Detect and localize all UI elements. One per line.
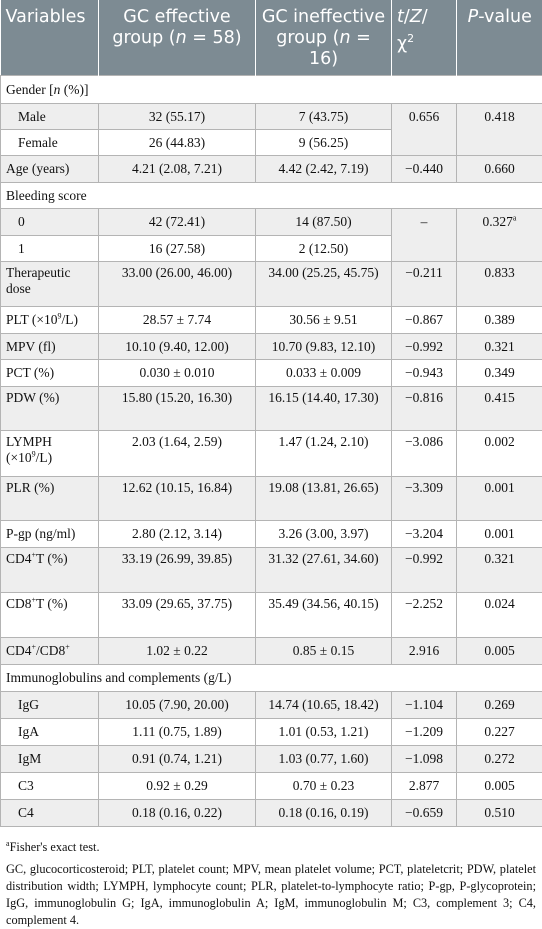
row-label: 1 [1, 236, 99, 262]
ineffective-value: 1.47 (1.24, 2.10) [256, 431, 392, 477]
table-row [1, 746, 542, 773]
section-label-immunoglobulins: Immunoglobulins and complements (g/L) [1, 665, 542, 692]
effective-value: 16 (27.58) [99, 236, 256, 262]
effective-value: 0.18 (0.16, 0.22) [99, 800, 256, 827]
statistic-value: −1.098 [392, 746, 457, 773]
row-label: CD4+/CD8+ [1, 638, 99, 665]
row-label: PDW (%) [1, 387, 99, 431]
p-value: 0.001 [457, 521, 542, 548]
section-row [1, 76, 542, 104]
table-row [1, 548, 542, 593]
ineffective-value: 14.74 (10.65, 18.42) [256, 692, 392, 719]
p-value: 0.833 [457, 262, 542, 307]
header-variables: Variables [1, 0, 99, 76]
statistic-value: −0.992 [392, 548, 457, 593]
statistic-value: −0.440 [392, 156, 457, 183]
table-row [1, 387, 542, 431]
statistic-value: −0.816 [392, 387, 457, 431]
ineffective-value: 4.42 (2.42, 7.19) [256, 156, 392, 183]
row-label: CD8+T (%) [1, 593, 99, 638]
ineffective-value: 19.08 (13.81, 26.65) [256, 477, 392, 521]
row-label: PLR (%) [1, 477, 99, 521]
statistic-value: 2.877 [392, 773, 457, 800]
footnote-abbreviations: GC, glucocorticosteroid; PLT, platelet count; MPV, mean platelet volume; PCT, plateletcrit; PDW, platelet distribution width; LYMPH, lymphocyte count; PLR, platelet-to-lymphocyte ratio; P-gp, P-glycoprotein; IgG, immunoglobulin G; IgA, immunoglobulin A; IgM, immunoglobulin M; C3, complement 3; C4, complement 4. [6, 861, 536, 929]
section-label-bleeding: Bleeding score [1, 183, 542, 209]
p-value: 0.005 [457, 773, 542, 800]
effective-value: 33.00 (26.00, 46.00) [99, 262, 256, 307]
row-label: C4 [1, 800, 99, 827]
effective-value: 0.030 ± 0.010 [99, 360, 256, 387]
ineffective-value: 9 (56.25) [256, 130, 392, 156]
ineffective-value: 7 (43.75) [256, 104, 392, 130]
statistic-value: – [392, 209, 457, 262]
row-label: 0 [1, 209, 99, 236]
p-value: 0.510 [457, 800, 542, 827]
table-row [1, 692, 542, 719]
ineffective-value: 0.18 (0.16, 0.19) [256, 800, 392, 827]
p-value: 0.227 [457, 719, 542, 746]
table-footnotes [0, 827, 542, 929]
effective-value: 4.21 (2.08, 7.21) [99, 156, 256, 183]
effective-value: 10.05 (7.90, 20.00) [99, 692, 256, 719]
row-label: PLT $(\times 10^9/L)$ [1, 307, 99, 334]
effective-value: 0.91 (0.74, 1.21) [99, 746, 256, 773]
row-label: PCT (%) [1, 360, 99, 387]
table-row [1, 360, 542, 387]
p-value: 0.321 [457, 548, 542, 593]
effective-value: 15.80 (15.20, 16.30) [99, 387, 256, 431]
effective-value: 42 (72.41) [99, 209, 256, 236]
header-statistic: t/Z/ $\chi^2$ [392, 0, 457, 76]
p-value: 0.321 [457, 334, 542, 360]
footnote-fisher: $^a$Fisher's exact test. [6, 839, 536, 856]
effective-value: 33.09 (29.65, 37.75) [99, 593, 256, 638]
table-row [1, 593, 542, 638]
ineffective-value: 2 (12.50) [256, 236, 392, 262]
ineffective-value: 1.03 (0.77, 1.60) [256, 746, 392, 773]
row-label: Female [1, 130, 99, 156]
p-value: 0.349 [457, 360, 542, 387]
statistic-value: 2.916 [392, 638, 457, 665]
ineffective-value: 3.26 (3.00, 3.97) [256, 521, 392, 548]
row-label: CD4+T (%) [1, 548, 99, 593]
statistic-value: −0.867 [392, 307, 457, 334]
statistic-value: 0.656 [392, 104, 457, 156]
ineffective-value: 0.85 ± 0.15 [256, 638, 392, 665]
p-value: 0.005 [457, 638, 542, 665]
statistic-value: −3.204 [392, 521, 457, 548]
table-row [1, 209, 542, 236]
statistic-value: −0.992 [392, 334, 457, 360]
ineffective-value: 14 (87.50) [256, 209, 392, 236]
p-value: 0.269 [457, 692, 542, 719]
table-row [1, 431, 542, 477]
statistic-value: −0.211 [392, 262, 457, 307]
ineffective-value: 10.70 (9.83, 12.10) [256, 334, 392, 360]
p-value: 0.389 [457, 307, 542, 334]
effective-value: 12.62 (10.15, 16.84) [99, 477, 256, 521]
header-ineffective-group: GC ineffective group (n = 16) [256, 0, 392, 76]
row-label: IgA [1, 719, 99, 746]
table-row [1, 773, 542, 800]
row-label: LYMPH $(\times 10^9/L)$ [1, 431, 99, 477]
header-effective-group: GC effective group (n = 58) [99, 0, 256, 76]
ineffective-value: 1.01 (0.53, 1.21) [256, 719, 392, 746]
effective-value: 26 (44.83) [99, 130, 256, 156]
statistic-value: −0.659 [392, 800, 457, 827]
row-label: MPV (fl) [1, 334, 99, 360]
statistic-value: −0.943 [392, 360, 457, 387]
table-row [1, 638, 542, 665]
effective-value: 28.57 ± 7.74 [99, 307, 256, 334]
effective-value: 0.92 ± 0.29 [99, 773, 256, 800]
effective-value: 1.11 (0.75, 1.89) [99, 719, 256, 746]
table-row [1, 262, 542, 307]
effective-value: 2.80 (2.12, 3.14) [99, 521, 256, 548]
p-value: 0.327$^a$ [457, 209, 542, 262]
table-row [1, 156, 542, 183]
ineffective-value: 30.56 ± 9.51 [256, 307, 392, 334]
effective-value: 10.10 (9.40, 12.00) [99, 334, 256, 360]
table-header-row [1, 0, 542, 76]
ineffective-value: 34.00 (25.25, 45.75) [256, 262, 392, 307]
statistic-value: −3.309 [392, 477, 457, 521]
ineffective-value: 31.32 (27.61, 34.60) [256, 548, 392, 593]
statistic-value: −1.104 [392, 692, 457, 719]
row-label: Therapeutic dose [1, 262, 99, 307]
statistic-value: −2.252 [392, 593, 457, 638]
p-value: 0.024 [457, 593, 542, 638]
row-label: IgG [1, 692, 99, 719]
p-value: 0.002 [457, 431, 542, 477]
ineffective-value: 35.49 (34.56, 40.15) [256, 593, 392, 638]
ineffective-value: 0.033 ± 0.009 [256, 360, 392, 387]
statistic-value: −3.086 [392, 431, 457, 477]
ineffective-value: 0.70 ± 0.23 [256, 773, 392, 800]
ineffective-value: 16.15 (14.40, 17.30) [256, 387, 392, 431]
section-row [1, 665, 542, 692]
effective-value: 32 (55.17) [99, 104, 256, 130]
statistic-value: −1.209 [392, 719, 457, 746]
p-value: 0.272 [457, 746, 542, 773]
row-label: Age (years) [1, 156, 99, 183]
header-p-value: P-value [457, 0, 542, 76]
p-value: 0.001 [457, 477, 542, 521]
p-value: 0.660 [457, 156, 542, 183]
section-label-gender: Gender [n (%)] [1, 76, 542, 104]
section-row [1, 183, 542, 209]
row-label: Male [1, 104, 99, 130]
p-value: 0.415 [457, 387, 542, 431]
row-label: C3 [1, 773, 99, 800]
table-row [1, 719, 542, 746]
row-label: IgM [1, 746, 99, 773]
table-row [1, 307, 542, 334]
table-row [1, 521, 542, 548]
table-row [1, 334, 542, 360]
table-row [1, 477, 542, 521]
table-row [1, 800, 542, 827]
effective-value: 1.02 ± 0.22 [99, 638, 256, 665]
effective-value: 33.19 (26.99, 39.85) [99, 548, 256, 593]
row-label: P-gp (ng/ml) [1, 521, 99, 548]
table-row [1, 104, 542, 130]
p-value: 0.418 [457, 104, 542, 156]
effective-value: 2.03 (1.64, 2.59) [99, 431, 256, 477]
